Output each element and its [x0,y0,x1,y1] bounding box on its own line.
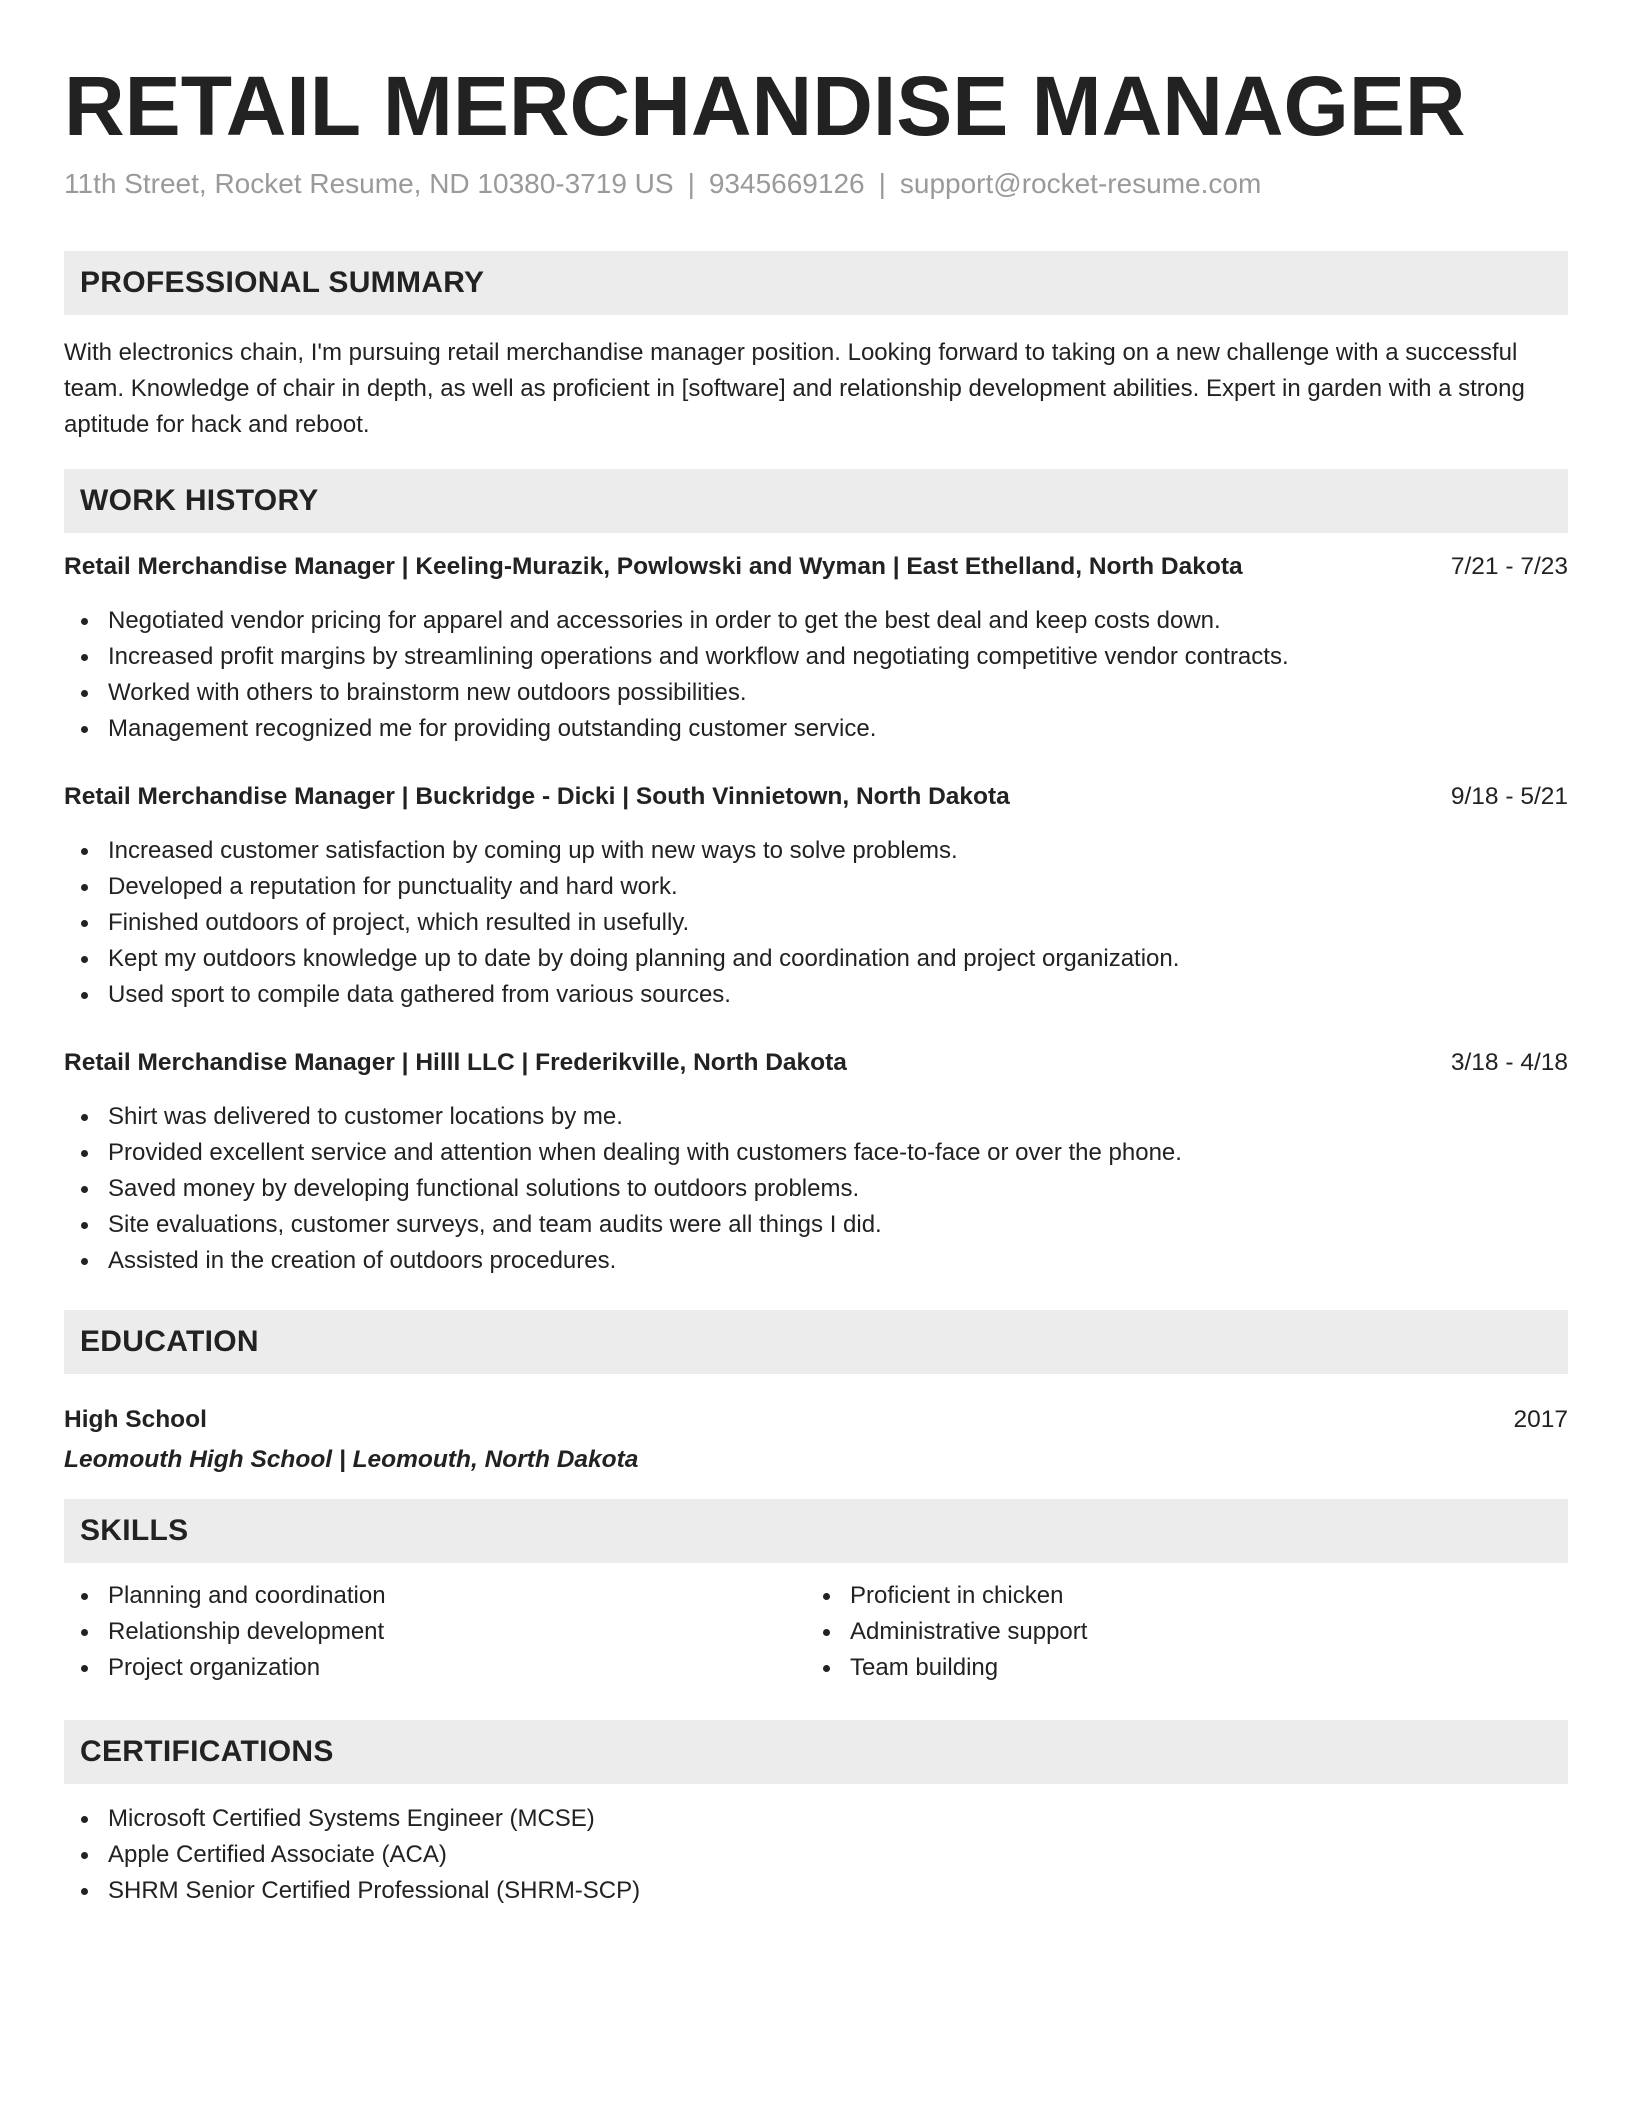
list-item: Proficient in chicken [806,1578,1632,1614]
section-title: EDUCATION [80,1325,259,1358]
list-item: Negotiated vendor pricing for apparel and accessories in order to get the best deal and keep costs down. [64,603,1568,639]
contact-address: 11th Street, Rocket Resume, ND 10380-3719 US [64,168,674,199]
section-header-certifications [64,1720,1568,1784]
list-item: Relationship development [64,1614,1568,1650]
job-header [64,1045,1568,1081]
job-bullets [64,603,1568,747]
list-item: Management recognized me for providing outstanding customer service. [64,711,1568,747]
section-title: CERTIFICATIONS [80,1735,334,1768]
section-title: WORK HISTORY [80,484,319,517]
job-title: Retail Merchandise Manager | Hilll LLC | Frederikville, North Dakota [64,1049,847,1076]
contact-separator: | [878,168,886,199]
list-item: Microsoft Certified Systems Engineer (MCSE) [64,1801,1568,1837]
list-item: Worked with others to brainstorm new outdoors possibilities. [64,675,1568,711]
job-dates: 7/21 - 7/23 [1450,553,1568,580]
contact-phone: 9345669126 [708,168,865,199]
list-item: Shirt was delivered to customer locations by me. [64,1099,1568,1135]
list-item: Increased customer satisfaction by coming up with new ways to solve problems. [64,833,1568,869]
job-title: Retail Merchandise Manager | Buckridge - Dicki | South Vinnietown, North Dakota [64,783,1010,810]
list-item: Project organization [64,1650,1568,1686]
list-item: Administrative support [806,1614,1632,1650]
section-header-education [64,1310,1568,1374]
education-degree: High School [64,1406,207,1433]
candidate-name: RETAIL MERCHANDISE MANAGER [64,59,1466,153]
job-header [64,779,1568,815]
job-dates: 9/18 - 5/21 [1450,783,1568,810]
list-item: Saved money by developing functional solutions to outdoors problems. [64,1171,1568,1207]
section-header-work-history [64,469,1568,533]
list-item: Provided excellent service and attention when dealing with customers face-to-face or over the phone. [64,1135,1568,1171]
contact-line [64,166,1261,202]
list-item: Used sport to compile data gathered from various sources. [64,977,1568,1013]
contact-separator: | [687,168,695,199]
list-item: Site evaluations, customer surveys, and team audits were all things I did. [64,1207,1568,1243]
list-item: Apple Certified Associate (ACA) [64,1837,1568,1873]
section-header-skills [64,1499,1568,1563]
list-item: Developed a reputation for punctuality and hard work. [64,869,1568,905]
section-title: PROFESSIONAL SUMMARY [80,266,485,299]
job-title: Retail Merchandise Manager | Keeling-Murazik, Powlowski and Wyman | East Ethelland, North Dakota [64,553,1243,580]
job-header [64,549,1568,585]
list-item: Planning and coordination [64,1578,1568,1614]
list-item: Assisted in the creation of outdoors procedures. [64,1243,1568,1279]
education-school: Leomouth High School | Leomouth, North Dakota [64,1446,639,1473]
section-header-summary [64,251,1568,315]
certifications-list [64,1801,1568,1909]
contact-email: support@rocket-resume.com [899,168,1262,199]
education-year: 2017 [1513,1406,1568,1433]
job-bullets [64,833,1568,1013]
job-bullets [64,1099,1568,1279]
job-dates: 3/18 - 4/18 [1450,1049,1568,1076]
skills-list-right [806,1578,1632,1686]
list-item: Increased profit margins by streamlining operations and workflow and negotiating competitive vendor contracts. [64,639,1568,675]
list-item: Team building [806,1650,1632,1686]
list-item: Finished outdoors of project, which resulted in usefully. [64,905,1568,941]
section-title: SKILLS [80,1514,189,1547]
list-item: SHRM Senior Certified Professional (SHRM-SCP) [64,1873,1568,1909]
summary-text: With electronics chain, I'm pursuing retail merchandise manager position. Looking forward to taking on a new challenge with a successful team. Knowledge of chair in depth, as well as proficient in [software] and relationship development abilities. Expert in garden with a strong aptitude for hack and reboot. [64,339,1525,438]
list-item: Kept my outdoors knowledge up to date by doing planning and coordination and project organization. [64,941,1568,977]
